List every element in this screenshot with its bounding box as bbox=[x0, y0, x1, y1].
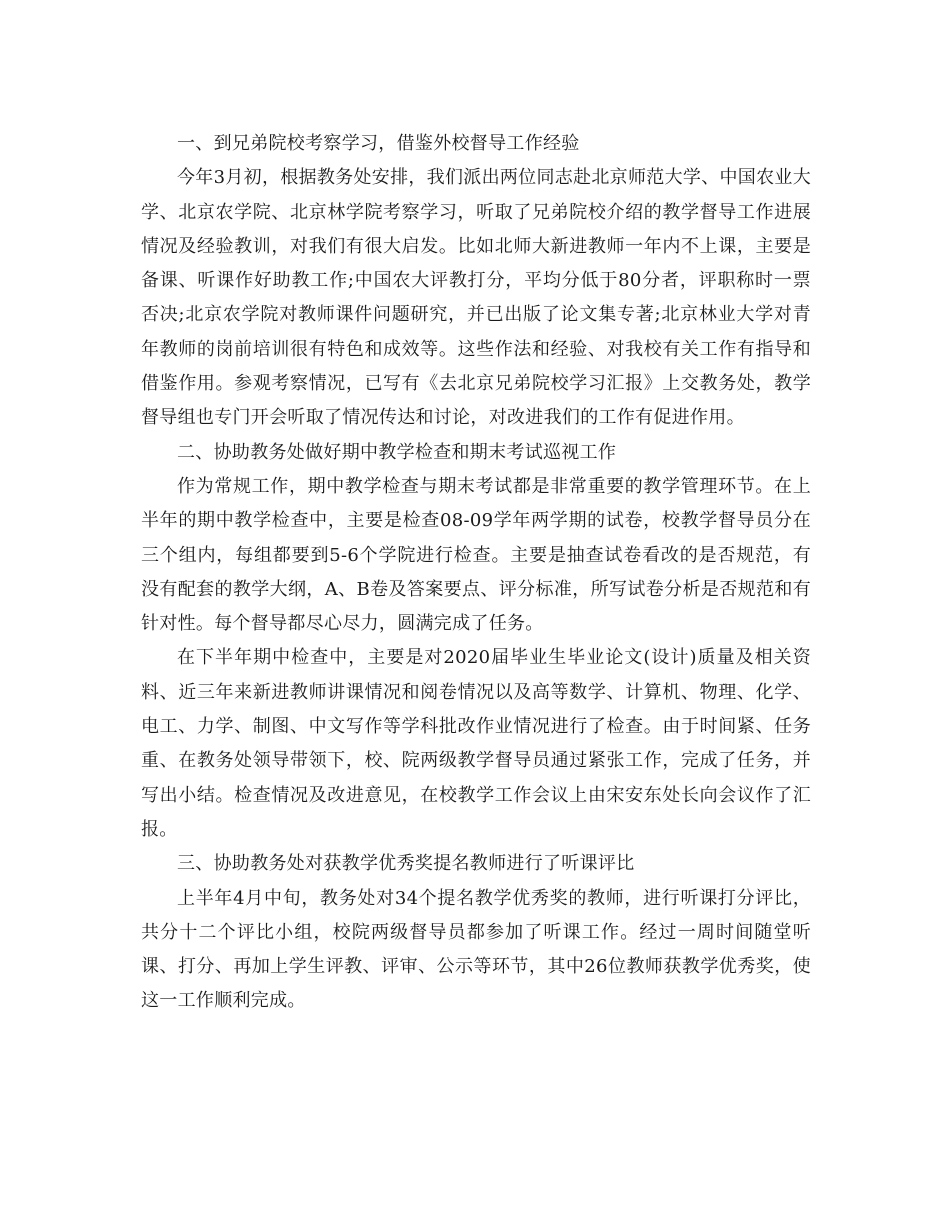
paragraph: 作为常规工作，期中教学检查与期末考试都是非常重要的教学管理环节。在上半年的期中教学检查中，主要是检查08-09学年两学期的试卷，校教学督导员分在三个组内，每组都要到5-6个学院进行检查。主要是抽查试卷看改的是否规范，有没有配套的教学大纲，A、B卷及答案要点、评分标准，所写试卷分析是否规范和有针对性。每个督导都尽心尽力，圆满完成了任务。 bbox=[141, 475, 811, 635]
paragraph: 在下半年期中检查中，主要是对2020届毕业生毕业论文(设计)质量及相关资料、近三年来新进教师讲课情况和阅卷情况以及高等数学、计算机、物理、化学、电工、力学、制图、中文写作等学科批改作业情况进行了检查。由于时间紧、任务重、在教务处领导带领下，校、院两级教学督导员通过紧张工作，完成了任务，并写出小结。检查情况及改进意见，在校教学工作会议上由宋安东处长向会议作了汇报。 bbox=[141, 647, 811, 840]
paragraph: 今年3月初，根据教务处安排，我们派出两位同志赴北京师范大学、中国农业大学、北京农学院、北京林学院考察学习，听取了兄弟院校介绍的教学督导工作进展情况及经验教训，对我们有很大启发。比如北师大新进教师一年内不上课，主要是备课、听课作好助教工作;中国农大评教打分，平均分低于80分者，评职称时一票否决;北京农学院对教师课件问题研究，并已出版了论文集专著;北京林业大学对青年教师的岗前培训很有特色和成效等。这些作法和经验、对我校有关工作有指导和借鉴作用。参观考察情况，已写有《去北京兄弟院校学习汇报》上交教务处，教学督导组也专门开会听取了情况传达和讨论，对改进我们的工作有促进作用。 bbox=[141, 167, 811, 429]
section-heading-1: 一、到兄弟院校考察学习，借鉴外校督导工作经验 bbox=[177, 133, 580, 154]
paragraph: 上半年4月中旬，教务处对34个提名教学优秀奖的教师，进行听课打分评比，共分十二个评比小组，校院两级督导员都参加了听课工作。经过一周时间随堂听课、打分、再加上学生评教、评审、公示等环节，其中26位教师获教学优秀奖，使这一工作顺利完成。 bbox=[141, 887, 811, 1012]
document-body bbox=[141, 127, 811, 1019]
section-heading-2: 二、协助教务处做好期中教学检查和期末考试巡视工作 bbox=[177, 441, 617, 463]
section-heading-3: 三、协助教务处对获教学优秀奖提名教师进行了听课评比 bbox=[177, 853, 635, 875]
